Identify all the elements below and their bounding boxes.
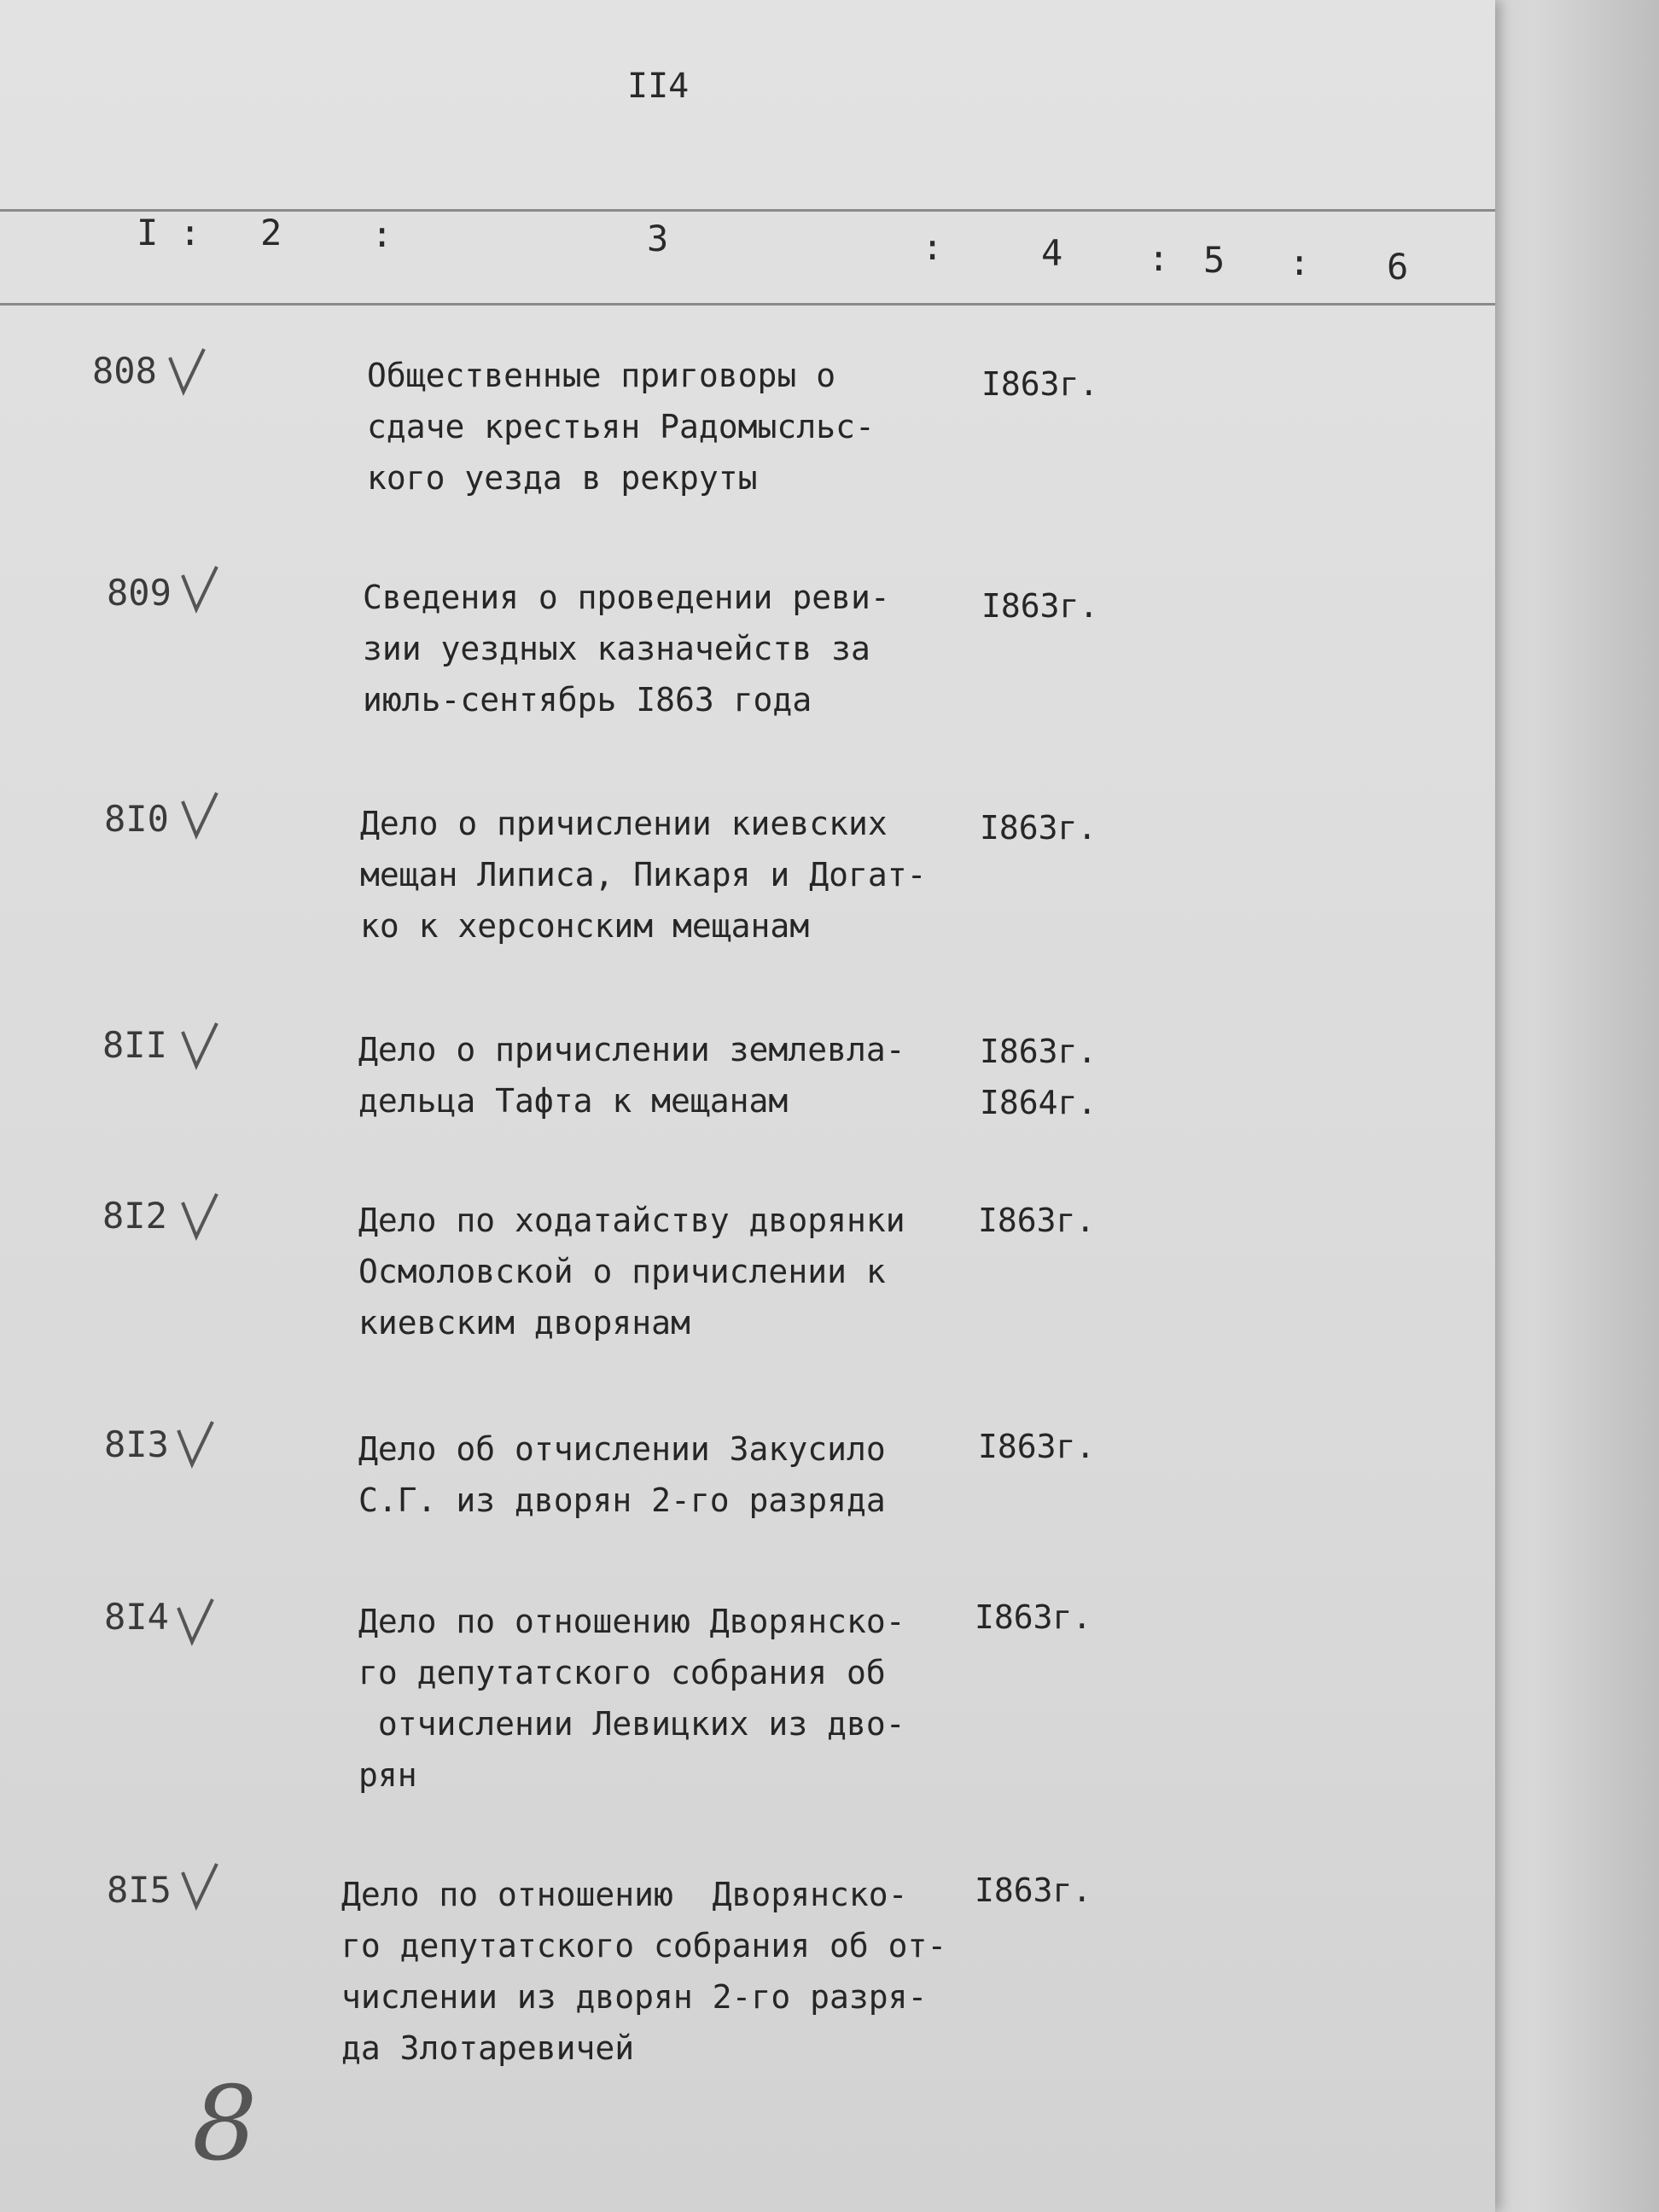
checkmark-icon — [166, 346, 207, 397]
handwritten-note: 8 — [192, 2065, 258, 2184]
checkmark-icon — [179, 1190, 220, 1242]
checkmark-icon — [175, 1418, 216, 1470]
column-header-5: 5 — [1203, 239, 1225, 281]
entry-number: 808 — [92, 350, 157, 392]
page-number: II4 — [627, 67, 690, 106]
column-header-3: 3 — [647, 218, 669, 259]
column-header-2: 2 — [260, 212, 282, 253]
entry-year: I863г. — [980, 809, 1097, 847]
checkmark-icon — [179, 789, 220, 841]
entry-description: Общественные приговоры о сдаче крестьян Радомысльс- кого уезда в рекруты — [367, 357, 875, 497]
entry-number: 8I0 — [104, 798, 169, 840]
entry-number: 8I5 — [107, 1869, 172, 1911]
entry-description: Дело о причислении землевла- дельца Тафта к мещанам — [358, 1031, 905, 1120]
entry-description: Дело об отчислении Закусило С.Г. из дворян 2-го разряда — [358, 1430, 886, 1519]
entry-year: I863г. — [981, 365, 1099, 403]
checkmark-icon — [179, 563, 220, 614]
entry-year: I863г. — [975, 1598, 1092, 1636]
entry-number: 809 — [107, 572, 172, 614]
column-separator: : — [371, 213, 393, 255]
entry-number: 8I2 — [102, 1195, 167, 1237]
entry-description: Сведения о проведении реви- зии уездных казначейств за июль-сентябрь I863 года — [363, 579, 890, 719]
header-rule-bottom — [0, 303, 1495, 306]
entry-description: Дело по ходатайству дворянки Осмоловской о причислении к киевским дворянам — [358, 1202, 905, 1342]
entry-description: Дело по отношению Дворянско- го депутатского собрания об отчислении Левицких из дво- рян — [358, 1603, 905, 1794]
entry-number: 8II — [102, 1024, 167, 1066]
checkmark-icon — [175, 1596, 216, 1647]
header-rule-top — [0, 209, 1495, 212]
entry-year: I863г. I864г. — [980, 1033, 1097, 1121]
entry-year: I863г. — [978, 1202, 1096, 1239]
column-separator: : — [922, 226, 944, 268]
column-header-1: I — [137, 212, 159, 253]
column-separator: : — [1289, 242, 1311, 283]
checkmark-icon — [179, 1860, 220, 1912]
entry-year: I863г. — [981, 587, 1099, 625]
column-separator: : — [1148, 237, 1170, 279]
entry-year: I863г. — [975, 1871, 1092, 1909]
checkmark-icon — [179, 1020, 220, 1071]
entry-year: I863г. — [978, 1428, 1096, 1465]
entry-number: 8I3 — [104, 1423, 169, 1465]
entry-description: Дело по отношению Дворянско- го депутатского собрания об от- числении из дворян 2-го разря- да Злотаревичей — [341, 1876, 947, 2067]
column-header-6: 6 — [1387, 246, 1409, 288]
entry-number: 8I4 — [104, 1596, 169, 1638]
column-header-4: 4 — [1041, 232, 1063, 274]
entry-description: Дело о причислении киевских мещан Липиса, Пикаря и Догат- ко к херсонским мещанам — [360, 805, 927, 945]
column-separator: : — [179, 212, 201, 253]
